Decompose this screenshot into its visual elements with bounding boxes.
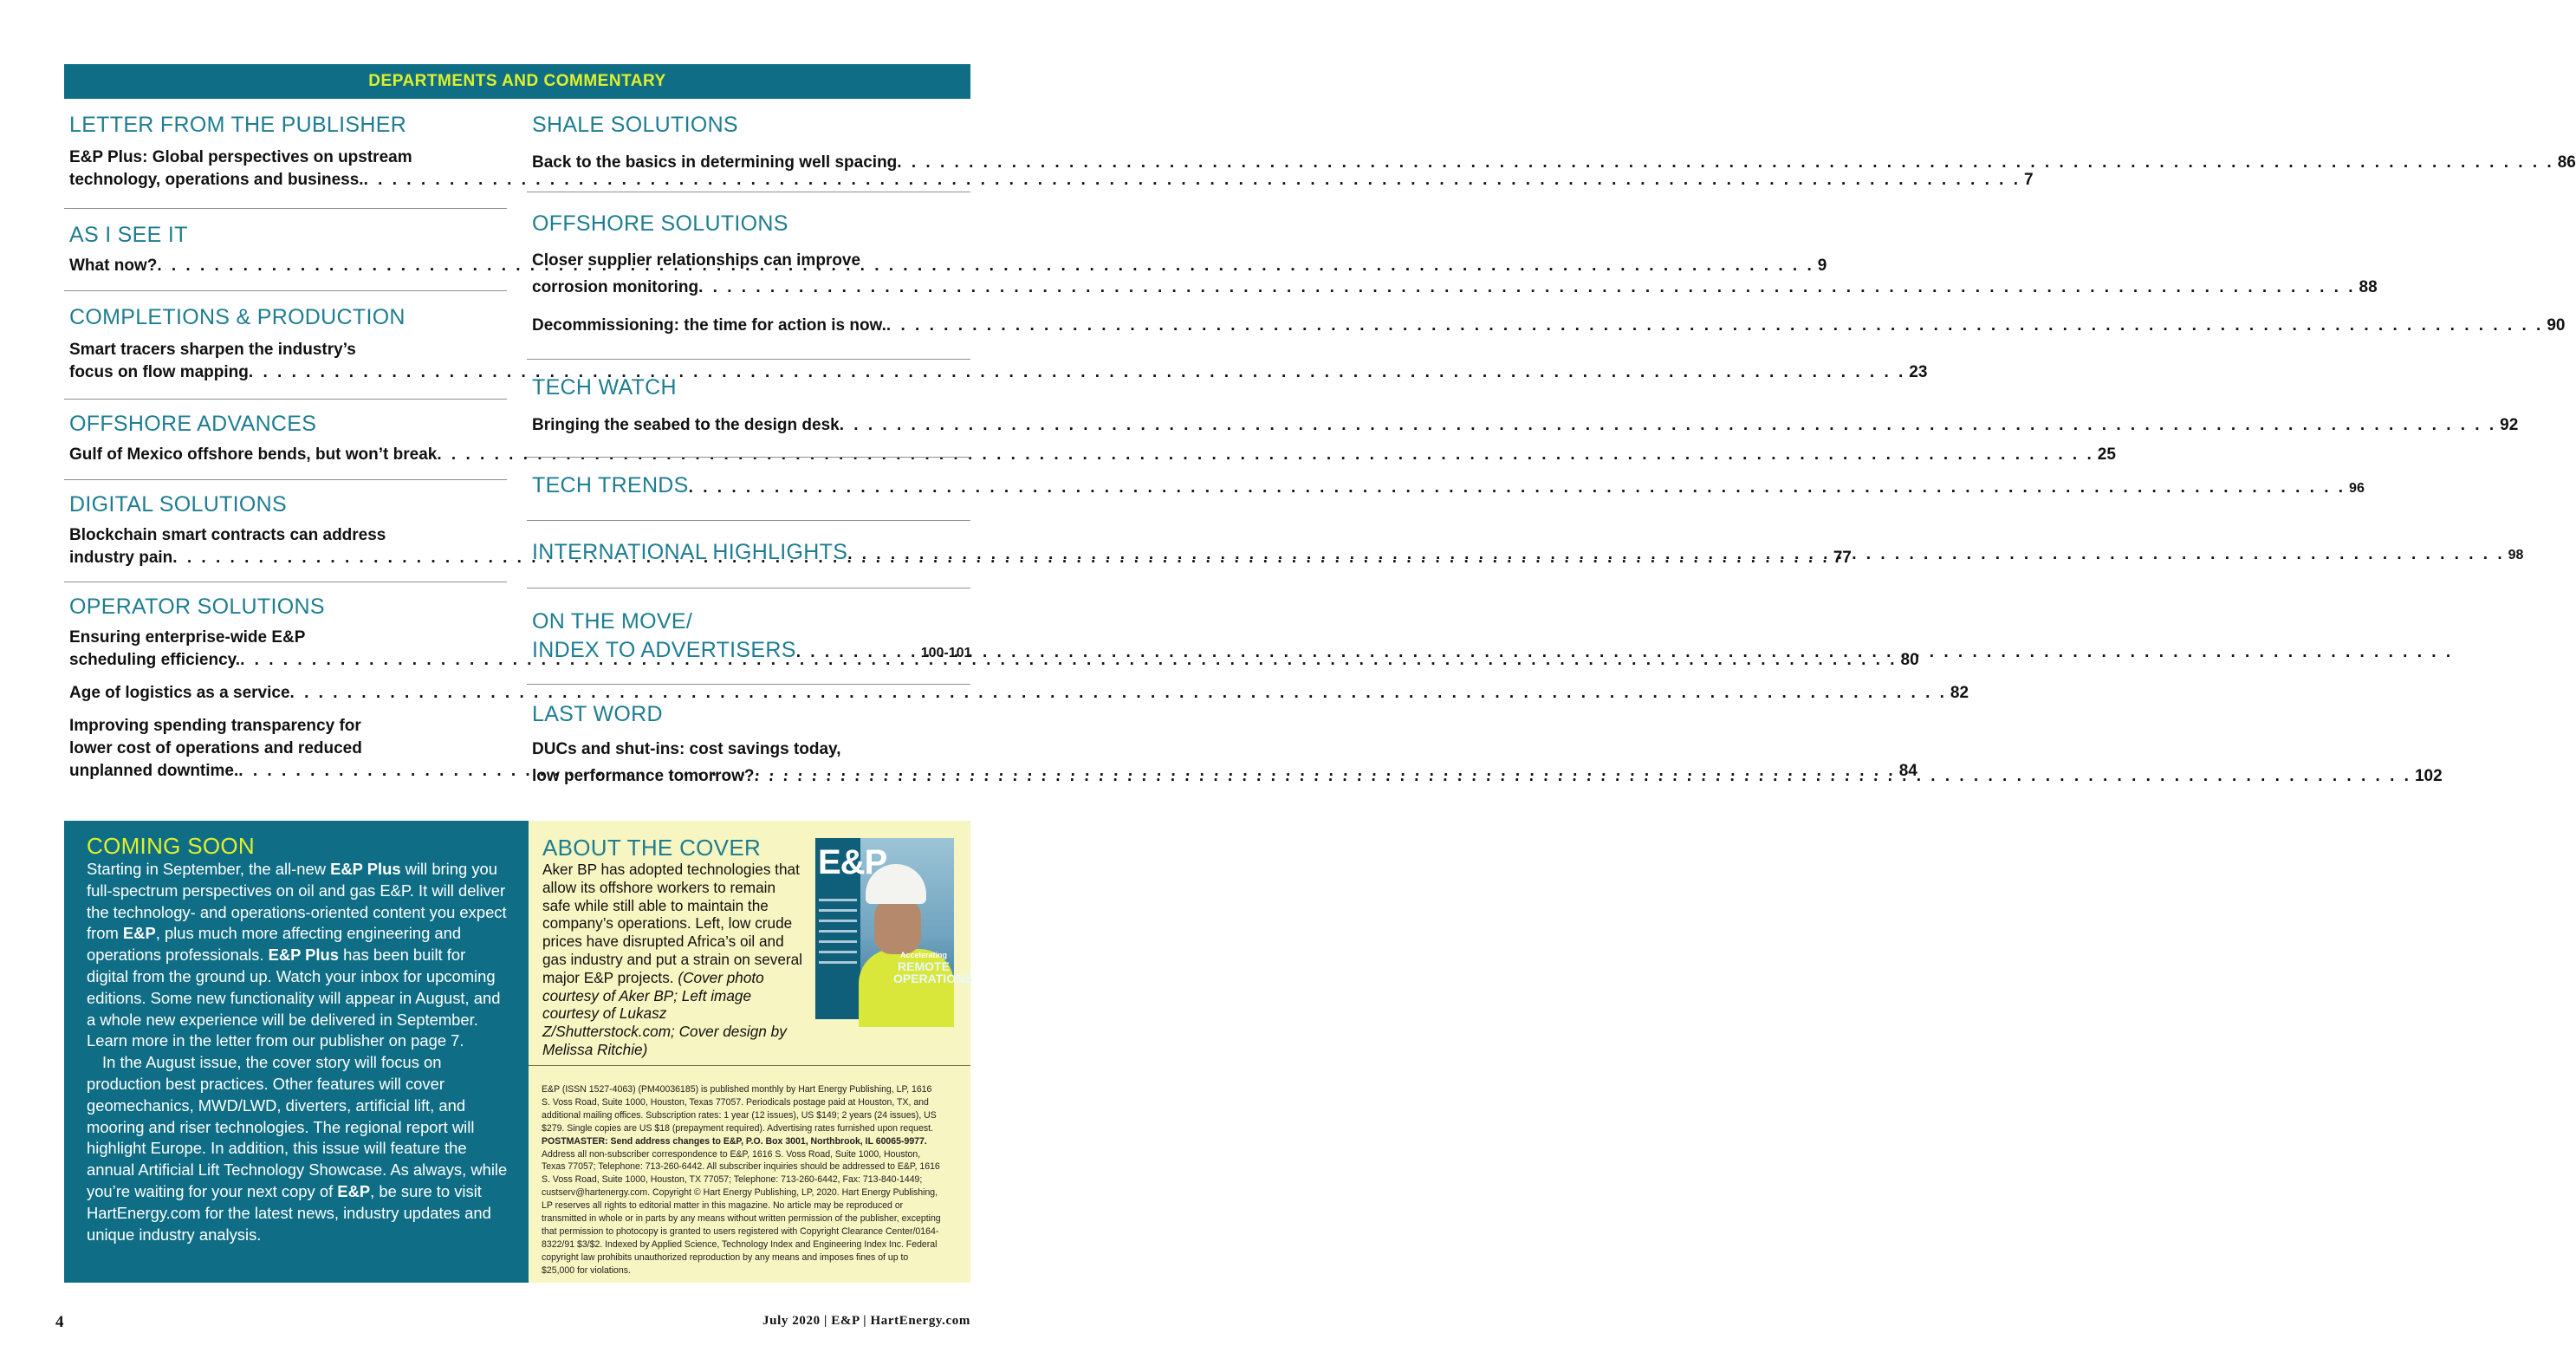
- page-number: 98: [2508, 548, 2524, 562]
- page-number: 88: [2359, 278, 2378, 296]
- toc-entry[interactable]: [69, 339, 1928, 384]
- entry-line: low performance tomorrow?: [532, 767, 755, 785]
- coming-soon-box: [64, 821, 529, 1283]
- leader-dots: [755, 763, 2411, 790]
- about-cover-box: [529, 821, 973, 1283]
- toc-entry[interactable]: [532, 473, 2365, 498]
- leader-dots: [796, 643, 918, 662]
- entry-line: unplanned downtime.: [69, 762, 239, 780]
- entry-line: Smart tracers sharpen the industry’s: [69, 341, 356, 359]
- entry-line: industry pain: [69, 549, 173, 567]
- entry-line: Bringing the seabed to the design desk: [532, 416, 840, 434]
- section-tech-trends: [527, 458, 2365, 521]
- section-title: TECH TRENDS: [532, 473, 689, 497]
- about-cover-title: ABOUT THE COVER: [542, 835, 762, 861]
- page-number: 23: [1909, 363, 1928, 381]
- page-number-footer: 4: [55, 1313, 64, 1331]
- section-title: OFFSHORE SOLUTIONS: [532, 211, 788, 236]
- section-title: DIGITAL SOLUTIONS: [69, 492, 287, 517]
- footer-issue-info: July 2020 | E&P | HartEnergy.com: [762, 1314, 970, 1328]
- leader-dots: [689, 478, 2346, 497]
- page-number: 77: [1833, 549, 1852, 567]
- section-title: LAST WORD: [532, 702, 663, 726]
- leader-dots: [897, 152, 2553, 174]
- toc-entry[interactable]: [532, 152, 2576, 174]
- entry-line: DUCs and shut-ins: cost savings today,: [532, 740, 841, 758]
- section-title: ON THE MOVE/: [532, 609, 693, 634]
- toc-entry[interactable]: [532, 247, 2378, 301]
- entry-line: focus on flow mapping: [69, 363, 249, 381]
- section-title: AS I SEE IT: [69, 223, 188, 247]
- toc-entry[interactable]: [69, 682, 1969, 705]
- section-banner: DEPARTMENTS AND COMMENTARY: [64, 64, 970, 99]
- page-number: 9: [1817, 257, 1827, 275]
- entry-line: What now?: [69, 257, 158, 275]
- about-cover-top: [529, 821, 973, 1066]
- about-cover-text: Aker BP has adopted technologies that allow its offshore workers to remain safe while still able to maintain the company’s operations. Left, low crude prices have disrupted Africa’s oil and gas industry and put a strain on several major E&P projects. (Cover photo courtesy of Aker BP; Left image courtesy of Lukasz Z/Shutterstock.com; Cover design by Melissa Ritchie): [542, 861, 803, 1058]
- section-title: COMPLETIONS & PRODUCTION: [69, 305, 406, 329]
- entry-line: corrosion monitoring: [532, 278, 699, 296]
- section-on-the-move: [527, 588, 970, 685]
- toc-entry[interactable]: [532, 315, 2566, 337]
- page-number: 7: [2024, 171, 2034, 189]
- entry-line: Improving spending transparency for: [69, 717, 361, 735]
- cover-face: [874, 899, 921, 954]
- page-number: 92: [2500, 416, 2519, 434]
- page-number: 25: [2097, 445, 2116, 464]
- leader-dots: [840, 414, 2496, 437]
- section-shale-solutions: [527, 99, 2576, 192]
- section-title: OPERATOR SOLUTIONS: [69, 595, 325, 619]
- section-offshore-solutions: [527, 192, 2566, 360]
- toc-entry[interactable]: [532, 414, 2519, 437]
- page-number: 90: [2547, 316, 2566, 335]
- page-number: 86: [2557, 153, 2576, 172]
- magazine-cover-image: [815, 838, 973, 1019]
- entry-line: Closer supplier relationships can improve: [532, 251, 861, 270]
- leader-dots: [886, 315, 2543, 337]
- page-number: 84: [1898, 762, 1917, 780]
- cover-caption: Accelerating REMOTE OPERATIONS: [893, 951, 973, 985]
- entry-line: lower cost of operations and reduced: [69, 739, 362, 757]
- entry-line: Decommissioning: the time for action is now.: [532, 316, 886, 335]
- leader-dots: [847, 545, 2504, 564]
- page-number: 80: [1900, 651, 1919, 669]
- publication-fine-print: E&P (ISSN 1527-4063) (PM40036185) is published monthly by Hart Energy Publishing, LP, 1616 S. Voss Road, Suite 1000, Houston, Texas 77057. Periodicals postage paid at Houston, TX, and additional mailing offices. Subscription rates: 1 year (12 issues), US $149; 2 years (24 issues), US $279. Single copies are US $18 (prepayment required). Advertising rates furnished upon request. POSTMASTER: Send address changes to E&P, P.O. Box 3001, Northbrook, IL 60065-9977. Address all non-subscriber correspondence to E&P, 1616 S. Voss Road, Suite 1000, Houston, Texas 77057; Telephone: 713-260-6442. All subscriber inquiries should be addressed to E&P, 1616 S. Voss Road, Suite 1000, Houston, TX 77057; Telephone: 713-260-6442, Fax: 713-840-1449; custserv@hartenergy.com. Copyright © Hart Energy Publishing, LP, 2020. Hart Energy Publishing, LP reserves all rights to editorial matter in this magazine. No article may be reproduced or transmitted in whole or in parts by any means without written permission of the publisher, excepting that permission to photocopy is granted to users registered with Copyright Clearance Center/0164-8322/91 $3/$2. Indexed by Applied Science, Technology Index and Engineering Index Inc. Federal copyright law prohibits unauthorized reproduction by any means and imposes fines of up to $25,000 for violations.: [542, 1084, 941, 1276]
- entry-line: E&P Plus: Global perspectives on upstream: [69, 148, 412, 166]
- section-title: OFFSHORE ADVANCES: [69, 412, 317, 436]
- section-title: INTERNATIONAL HIGHLIGHTS: [532, 540, 848, 564]
- cover-logo: E&P: [818, 843, 887, 881]
- entry-line: technology, operations and business.: [69, 171, 364, 189]
- page-number: 82: [1950, 684, 1969, 702]
- coming-soon-paragraph-1: Starting in September, the all-new E&P Plus will bring you full-spectrum perspectives on oil and gas E&P. It will deliver the technology- and operations-oriented content you expect from E&P, plus much more affecting engineering and operations professionals. E&P Plus has been built for digital from the ground up. Watch your inbox for upcoming editions. Some new functionality will appear in August, and a whole new experience will be delivered in September. Learn more in the letter from our publisher on page 7.: [87, 860, 507, 1050]
- section-title: SHALE SOLUTIONS: [532, 113, 738, 137]
- section-title: INDEX TO ADVERTISERS: [532, 638, 796, 662]
- leader-dots: [249, 361, 1905, 384]
- coming-soon-title: COMING SOON: [87, 833, 255, 859]
- entry-line: Back to the basics in determining well spacing: [532, 153, 898, 172]
- entry-line: Age of logistics as a service: [69, 684, 290, 702]
- coming-soon-paragraph-2: In the August issue, the cover story will focus on production best practices. Other features will cover geomechanics, MWD/LWD, diverters, artificial lift, and mooring and riser technologies. The regional report will highlight Europe. In addition, this issue will feature the annual Artificial Lift Technology Showcase. As always, while you’re waiting for your next copy of E&P, be sure to visit HartEnergy.com for the latest news, industry updates and unique industry analysis.: [87, 1053, 508, 1244]
- page-number: 102: [2414, 767, 2443, 785]
- toc-entry[interactable]: [532, 638, 972, 663]
- entry-line: Gulf of Mexico offshore bends, but won’t break: [69, 445, 438, 464]
- entry-line: scheduling efficiency.: [69, 651, 241, 669]
- cover-toc-lines: [819, 899, 857, 972]
- entry-line: Ensuring enterprise-wide E&P: [69, 628, 306, 647]
- toc-entry[interactable]: [69, 444, 2116, 466]
- entry-line: Blockchain smart contracts can address: [69, 526, 386, 544]
- page-number: 96: [2349, 481, 2365, 496]
- page-number: 100-101: [920, 646, 972, 660]
- leader-dots: [698, 274, 2355, 301]
- section-title: TECH WATCH: [532, 375, 677, 400]
- section-title: LETTER FROM THE PUBLISHER: [69, 113, 407, 137]
